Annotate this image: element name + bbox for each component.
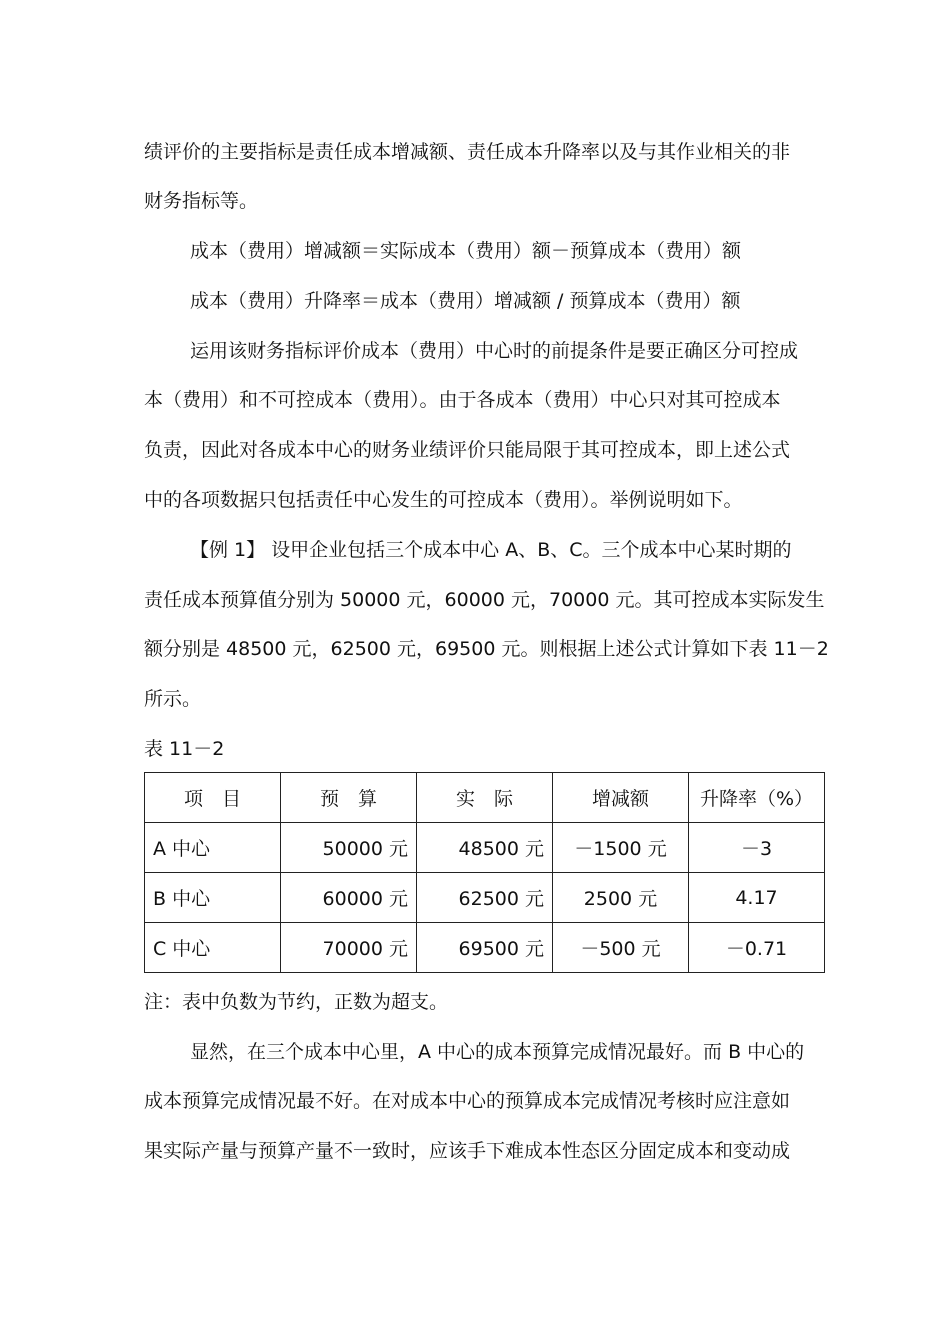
example-line: 责任成本预算值分别为 50000 元，60000 元，70000 元。其可控成本实际发生 (144, 589, 825, 611)
paragraph-line: 财务指标等。 (144, 190, 259, 212)
cell-actual: 62500 元 (417, 873, 553, 923)
cost-center-table (144, 772, 825, 973)
table-row (145, 873, 825, 923)
example-line: 【例 1】 设甲企业包括三个成本中心 A、B、C。三个成本中心某时期的 (190, 539, 792, 561)
paragraph-line: 运用该财务指标评价成本（费用）中心时的前提条件是要正确区分可控成 (190, 340, 799, 362)
cell-change-amount: －500 元 (553, 923, 689, 973)
cell-budget: 70000 元 (281, 923, 417, 973)
table-row (145, 823, 825, 873)
paragraph-line: 成本预算完成情况最不好。在对成本中心的预算成本完成情况考核时应注意如 (144, 1090, 791, 1112)
cell-change-amount: －1500 元 (553, 823, 689, 873)
cell-change-rate: －3 (689, 823, 825, 873)
paragraph-line: 显然，在三个成本中心里，A 中心的成本预算完成情况最好。而 B 中心的 (190, 1041, 805, 1063)
paragraph-line: 本（费用）和不可控成本（费用）。由于各成本（费用）中心只对其可控成本 (144, 389, 781, 411)
paragraph-line: 果实际产量与预算产量不一致时，应该手下难成本性态区分固定成本和变动成 (144, 1140, 791, 1162)
header-item: 项 目 (145, 773, 281, 823)
header-change-amount: 增减额 (553, 773, 689, 823)
table-note: 注：表中负数为节约，正数为超支。 (144, 991, 449, 1013)
example-line: 所示。 (144, 688, 202, 710)
header-actual: 实 际 (417, 773, 553, 823)
table-caption: 表 11－2 (144, 738, 225, 760)
cell-actual: 69500 元 (417, 923, 553, 973)
header-change-rate: 升降率（%） (689, 773, 825, 823)
table-header-row (145, 773, 825, 823)
cell-center: A 中心 (145, 823, 281, 873)
header-budget: 预 算 (281, 773, 417, 823)
paragraph-line: 中的各项数据只包括责任中心发生的可控成本（费用）。举例说明如下。 (144, 489, 743, 511)
cell-actual: 48500 元 (417, 823, 553, 873)
cell-change-rate: 4.17 (689, 873, 825, 923)
cell-center: C 中心 (145, 923, 281, 973)
paragraph-line: 负责，因此对各成本中心的财务业绩评价只能局限于其可控成本，即上述公式 (144, 439, 791, 461)
cell-change-rate: －0.71 (689, 923, 825, 973)
formula-cost-change-rate: 成本（费用）升降率＝成本（费用）增减额 / 预算成本（费用）额 (190, 290, 741, 312)
formula-cost-change-amount: 成本（费用）增减额＝实际成本（费用）额－预算成本（费用）额 (190, 240, 742, 262)
example-line: 额分别是 48500 元，62500 元，69500 元。则根据上述公式计算如下表 11－2 (144, 638, 829, 660)
paragraph-line: 绩评价的主要指标是责任成本增减额、责任成本升降率以及与其作业相关的非 (144, 141, 791, 163)
table-row (145, 923, 825, 973)
cell-center: B 中心 (145, 873, 281, 923)
cell-budget: 60000 元 (281, 873, 417, 923)
cell-budget: 50000 元 (281, 823, 417, 873)
cell-change-amount: 2500 元 (553, 873, 689, 923)
